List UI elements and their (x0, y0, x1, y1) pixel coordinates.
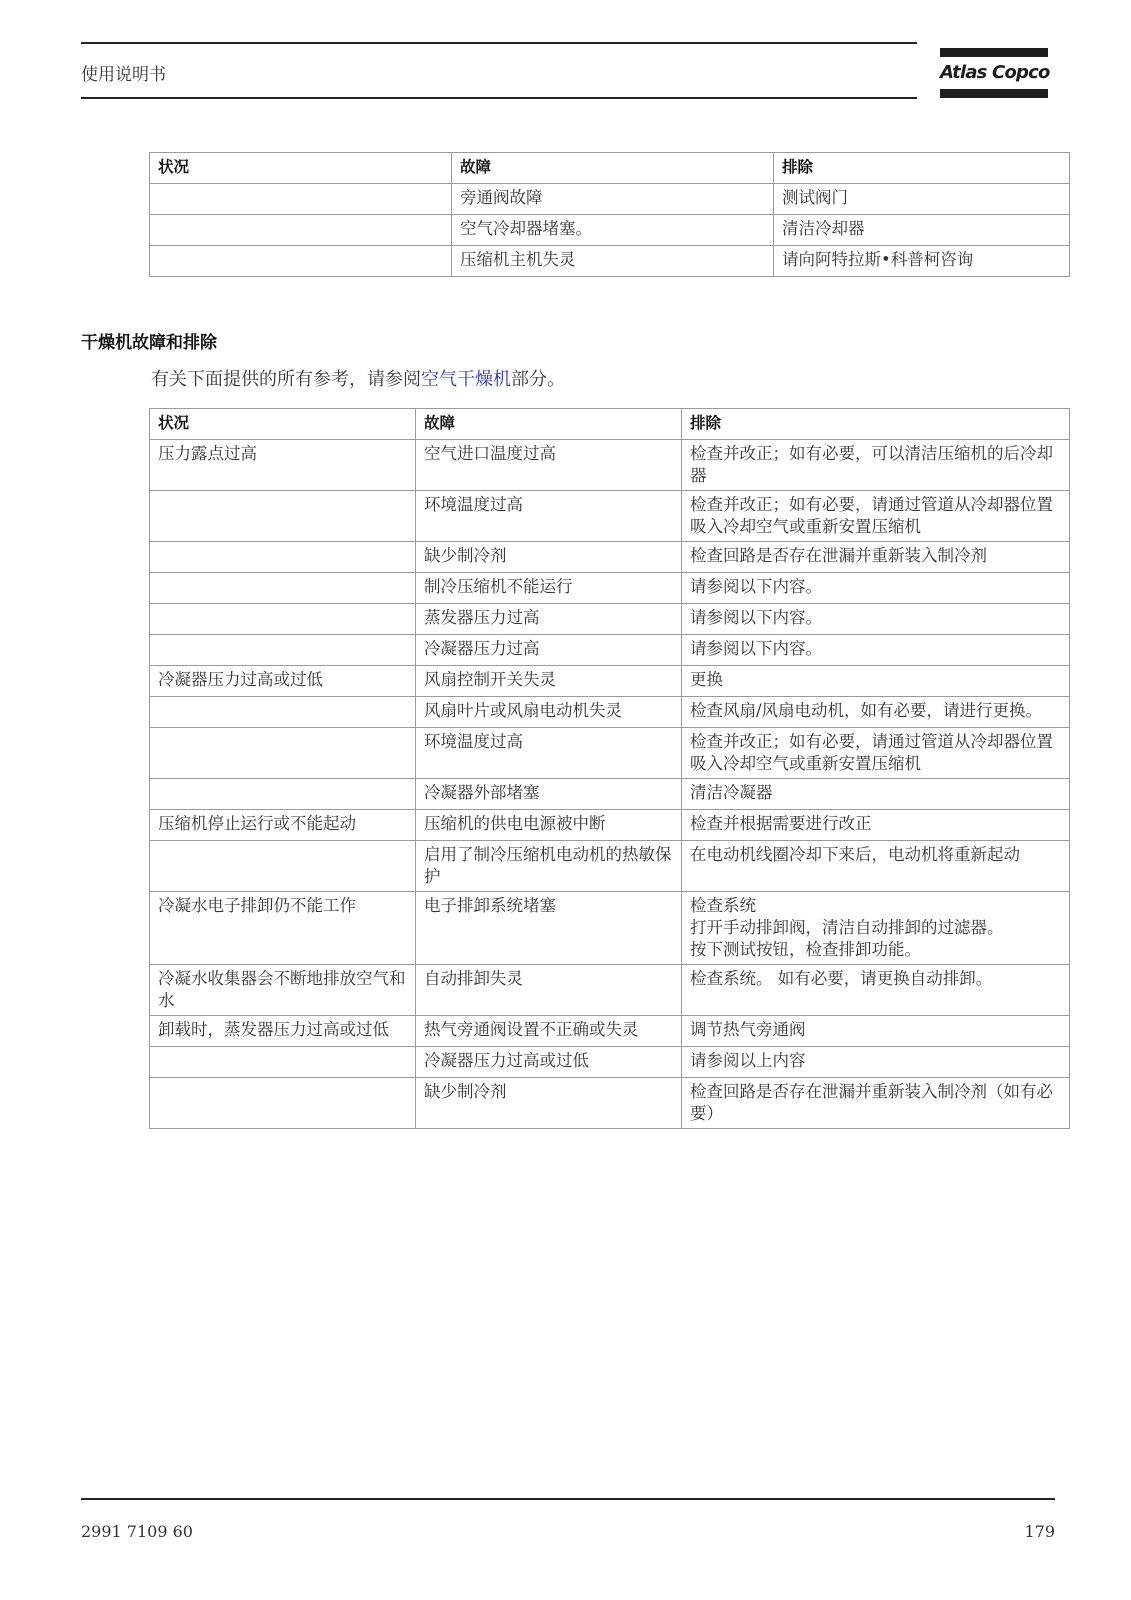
dryer-table-body (150, 440, 1070, 1129)
remedy-cell: 检查风扇/风扇电动机，如有必要，请进行更换。 (682, 697, 1070, 728)
table-row (150, 892, 1070, 965)
fault-cell: 旁通阀故障 (452, 184, 774, 215)
page-number: 179 (1024, 1522, 1055, 1541)
table-row (150, 666, 1070, 697)
remedy-cell: 检查系统 打开手动排卸阀，清洁自动排卸的过滤器。 按下测试按钮，检查排卸功能。 (682, 892, 1070, 965)
condition-cell (150, 1078, 416, 1129)
logo-text: Atlas Copco (940, 62, 1050, 83)
condition-cell (150, 635, 416, 666)
header-title: 使用说明书 (81, 65, 166, 85)
remedy-cell: 检查回路是否存在泄漏并重新装入制冷剂 (682, 542, 1070, 573)
table-row (150, 1078, 1070, 1129)
fault-cell: 热气旁通阀设置不正确或失灵 (416, 1016, 682, 1047)
header-cell-fault: 故障 (416, 409, 682, 440)
fault-cell: 冷凝器外部堵塞 (416, 779, 682, 810)
footer-rule (81, 1498, 1055, 1500)
logo-top-bar (940, 48, 1048, 57)
remedy-cell: 调节热气旁通阀 (682, 1016, 1070, 1047)
fault-cell: 自动排卸失灵 (416, 965, 682, 1016)
table-row (150, 779, 1070, 810)
remedy-cell: 检查并改正；如有必要，可以清洁压缩机的后冷却器 (682, 440, 1070, 491)
remedy-cell: 检查并改正；如有必要，请通过管道从冷却器位置吸入冷却空气或重新安置压缩机 (682, 728, 1070, 779)
condition-cell (150, 841, 416, 892)
condition-cell (150, 604, 416, 635)
fault-cell: 蒸发器压力过高 (416, 604, 682, 635)
fault-cell: 空气进口温度过高 (416, 440, 682, 491)
table-row (150, 246, 1070, 277)
table-row (150, 728, 1070, 779)
table-row (150, 965, 1070, 1016)
condition-cell: 冷凝水收集器会不断地排放空气和水 (150, 965, 416, 1016)
header-cell-fault: 故障 (452, 153, 774, 184)
condition-cell (150, 728, 416, 779)
table-row (150, 215, 1070, 246)
table-row (150, 184, 1070, 215)
table-header-row (150, 409, 1070, 440)
header-bottom-rule (81, 97, 917, 99)
fault-cell: 压缩机的供电电源被中断 (416, 810, 682, 841)
condition-cell (150, 542, 416, 573)
remedy-cell: 检查并根据需要进行改正 (682, 810, 1070, 841)
condition-cell (150, 573, 416, 604)
remedy-cell: 清洁冷却器 (774, 215, 1070, 246)
remedy-cell: 请向阿特拉斯•科普柯咨询 (774, 246, 1070, 277)
intro-text-end: 部分。 (511, 369, 565, 390)
remedy-cell: 请参阅以下内容。 (682, 604, 1070, 635)
remedy-cell: 测试阀门 (774, 184, 1070, 215)
remedy-cell: 检查回路是否存在泄漏并重新装入制冷剂（如有必要） (682, 1078, 1070, 1129)
remedy-cell: 请参阅以下内容。 (682, 573, 1070, 604)
condition-cell (150, 184, 452, 215)
condition-cell (150, 491, 416, 542)
condition-cell: 卸载时，蒸发器压力过高或过低 (150, 1016, 416, 1047)
header-cell-remedy: 排除 (774, 153, 1070, 184)
condition-cell: 冷凝水电子排卸仍不能工作 (150, 892, 416, 965)
fault-cell: 风扇控制开关失灵 (416, 666, 682, 697)
document-number: 2991 7109 60 (81, 1522, 193, 1541)
remedy-cell: 检查系统。 如有必要，请更换自动排卸。 (682, 965, 1070, 1016)
atlas-copco-logo (940, 48, 1048, 100)
header-cell-condition: 状况 (150, 153, 452, 184)
table-row (150, 440, 1070, 491)
fault-cell: 环境温度过高 (416, 728, 682, 779)
table-row (150, 491, 1070, 542)
table-row (150, 810, 1070, 841)
remedy-cell: 在电动机线圈冷却下来后，电动机将重新起动 (682, 841, 1070, 892)
table-row (150, 841, 1070, 892)
condition-cell: 压力露点过高 (150, 440, 416, 491)
intro-text: 有关下面提供的所有参考，请参阅 (151, 369, 421, 390)
condition-cell (150, 246, 452, 277)
logo-bottom-bar (940, 89, 1048, 98)
remedy-cell: 请参阅以下内容。 (682, 635, 1070, 666)
fault-cell: 缺少制冷剂 (416, 542, 682, 573)
fault-cell: 启用了制冷压缩机电动机的热敏保护 (416, 841, 682, 892)
header-cell-remedy: 排除 (682, 409, 1070, 440)
remedy-cell: 清洁冷凝器 (682, 779, 1070, 810)
fault-cell: 缺少制冷剂 (416, 1078, 682, 1129)
fault-cell: 风扇叶片或风扇电动机失灵 (416, 697, 682, 728)
table-row (150, 573, 1070, 604)
header-top-rule (81, 42, 917, 44)
condition-cell (150, 697, 416, 728)
table-row (150, 697, 1070, 728)
table-row (150, 635, 1070, 666)
table-row (150, 604, 1070, 635)
remedy-cell: 检查并改正；如有必要，请通过管道从冷却器位置吸入冷却空气或重新安置压缩机 (682, 491, 1070, 542)
fault-cell: 环境温度过高 (416, 491, 682, 542)
fault-cell: 空气冷却器堵塞。 (452, 215, 774, 246)
table-row (150, 542, 1070, 573)
fault-cell: 冷凝器压力过高或过低 (416, 1047, 682, 1078)
condition-cell: 压缩机停止运行或不能起动 (150, 810, 416, 841)
intro-paragraph (151, 365, 565, 391)
fault-cell: 电子排卸系统堵塞 (416, 892, 682, 965)
remedy-cell: 更换 (682, 666, 1070, 697)
fault-cell: 压缩机主机失灵 (452, 246, 774, 277)
section-heading: 干燥机故障和排除 (81, 333, 217, 353)
dryer-troubleshooting-table (149, 408, 1070, 1129)
compressor-troubleshooting-table (149, 152, 1070, 277)
table-row (150, 1016, 1070, 1047)
condition-cell: 冷凝器压力过高或过低 (150, 666, 416, 697)
condition-cell (150, 1047, 416, 1078)
air-dryer-link[interactable]: 空气干燥机 (421, 369, 511, 390)
fault-cell: 制冷压缩机不能运行 (416, 573, 682, 604)
condition-cell (150, 779, 416, 810)
table-row (150, 1047, 1070, 1078)
fault-cell: 冷凝器压力过高 (416, 635, 682, 666)
header-cell-condition: 状况 (150, 409, 416, 440)
table-header-row (150, 153, 1070, 184)
condition-cell (150, 215, 452, 246)
remedy-cell: 请参阅以上内容 (682, 1047, 1070, 1078)
